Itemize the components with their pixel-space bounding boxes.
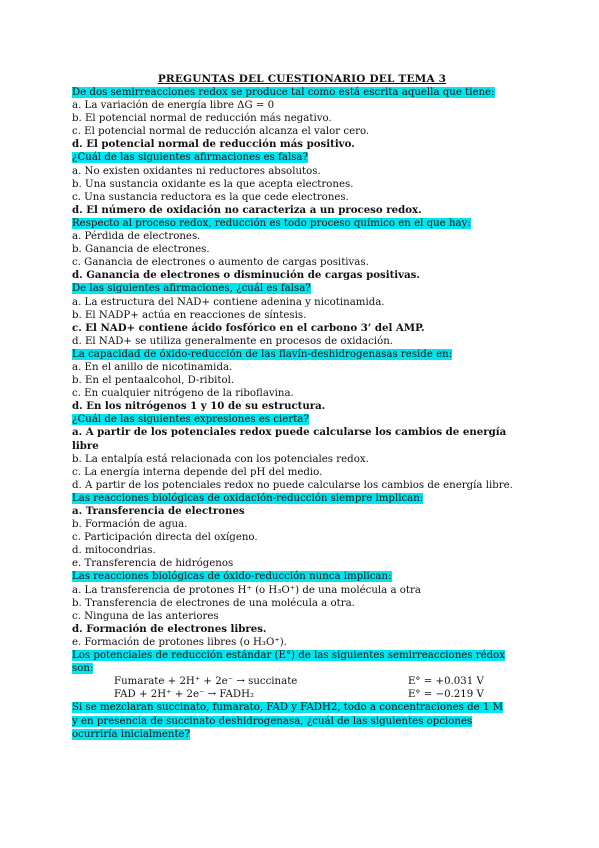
question-text — [72, 86, 532, 99]
question-block — [72, 217, 532, 282]
correct-answer: d. El potencial normal de reducción más positivo. — [72, 138, 355, 151]
answer-option: d. A partir de los potenciales redox no puede calcularse los cambios de energía libre. — [72, 479, 513, 491]
answer-option: c. El potencial normal de reducción alcanza el valor cero. — [72, 126, 370, 138]
answer-option: b. Ganancia de electrones. — [72, 244, 210, 256]
answer-option: c. Ganancia de electrones o aumento de cargas positivas. — [72, 257, 369, 269]
question-highlight: Las reacciones biológicas de óxido-reducción nunca implican: — [72, 571, 392, 583]
correct-answer: d. Ganancia de electrones o disminución de cargas positivas. — [72, 269, 420, 282]
answer-option: b. En el pentaalcohol, D-ribitol. — [72, 375, 235, 387]
correct-answer: a. Transferencia de electrones — [72, 505, 245, 517]
question-highlight: Las reacciones biológicas de oxidación-reducción siempre implican: — [72, 492, 424, 504]
answer-option: c. Ninguna de las anteriores — [72, 610, 219, 622]
correct-answer: a. A partir de los potenciales redox puede calcularse los cambios de energía libre — [72, 426, 507, 452]
question-highlight: Respecto al proceso redox, reducción es todo proceso químico en el que hay: — [72, 217, 471, 229]
question-highlight: y en presencia de succinato deshidrogenasa, ¿cuál de las siguientes opciones — [72, 715, 473, 727]
question-text — [72, 348, 532, 361]
question-block — [72, 413, 532, 492]
question-text — [72, 217, 532, 230]
answer-option: b. Una sustancia oxidante es la que acepta electrones. — [72, 178, 354, 190]
question-highlight: son: — [72, 663, 94, 675]
answer-option: c. En cualquier nitrógeno de la riboflavina. — [72, 388, 294, 400]
answer-option: d. El NAD+ se utiliza generalmente en procesos de oxidación. — [72, 335, 394, 347]
question-block — [72, 492, 532, 571]
correct-answer: c. El NAD+ contiene ácido fosfórico en el carbono 3’ del AMP. — [72, 321, 425, 334]
question-highlight: ¿Cuál de las siguientes afirmaciones es falsa? — [72, 152, 308, 164]
answer-option: b. El NADP+ actúa en reacciones de síntesis. — [72, 309, 307, 321]
question-highlight: De las siguientes afirmaciones, ¿cuál es falsa? — [72, 283, 311, 295]
question-highlight: De dos semirreacciones redox se produce tal como está escrita aquella que tiene: — [72, 87, 495, 98]
half-reaction-equation: Fumarate + 2H⁺ + 2e⁻ → succinate — [114, 676, 298, 688]
answer-option: b. Formación de agua. — [72, 519, 188, 531]
question-text — [72, 413, 532, 426]
answer-option: d. mitocondrias. — [72, 545, 156, 557]
answer-option: c. Una sustancia reductora es la que cede electrones. — [72, 191, 349, 203]
question-text — [72, 492, 532, 505]
correct-answer: d. En los nitrógenos 1 y 10 de su estructura. — [72, 400, 326, 413]
answer-option: a. La variación de energía libre ΔG = 0 — [72, 100, 275, 112]
question-text — [72, 701, 532, 714]
answer-option: b. Transferencia de electrones de una molécula a otra. — [72, 597, 355, 609]
answer-option: e. Formación de protones libres (o H₃O⁺). — [72, 636, 287, 648]
half-reaction-potential: E° = +0.031 V — [408, 676, 484, 688]
question-block — [72, 570, 532, 649]
correct-answer: d. El número de oxidación no caracteriza a un proceso redox. — [72, 203, 422, 216]
correct-answer: d. Formación de electrones libres. — [72, 622, 267, 635]
half-reaction-row — [72, 675, 532, 688]
answer-option: a. La transferencia de protones H⁺ (o H₃O⁺) de una molécula a otra — [72, 584, 421, 596]
answer-option: e. Transferencia de hidrógenos — [72, 558, 234, 570]
question-highlight: ¿Cuál de las siguientes expresiones es cierta? — [72, 414, 309, 426]
question-highlight: Si se mezclaran succinato, fumarato, FAD y FADH2, todo a concentraciones de 1 M — [72, 702, 504, 714]
question-block — [72, 348, 532, 413]
answer-option: a. La estructura del NAD+ contiene adenina y nicotinamida. — [72, 296, 385, 308]
question-highlight: Los potenciales de reducción estándar (E°) de las siguientes semirreacciones rédox — [72, 650, 506, 662]
question-block — [72, 86, 532, 151]
half-reaction-potential: E° = −0.219 V — [408, 689, 484, 701]
answer-option: b. La entalpía está relacionada con los potenciales redox. — [72, 453, 369, 465]
answer-option: a. En el anillo de nicotinamida. — [72, 361, 233, 373]
answer-option: c. La energía interna depende del pH del medio. — [72, 466, 323, 478]
half-reaction-row — [72, 688, 532, 701]
question-text — [72, 282, 532, 295]
question-text — [72, 715, 532, 728]
half-reaction-equation: FAD + 2H⁺ + 2e⁻ → FADH₂ — [114, 689, 255, 701]
question-text — [72, 151, 532, 164]
question-text — [72, 570, 532, 583]
page-title: PREGUNTAS DEL CUESTIONARIO DEL TEMA 3 — [157, 73, 447, 85]
question-text — [72, 662, 532, 675]
answer-option: c. Participación directa del oxígeno. — [72, 532, 258, 544]
question-text — [72, 728, 532, 741]
question-text — [72, 649, 532, 662]
answer-option: a. No existen oxidantes ni reductores absolutos. — [72, 165, 321, 177]
question-list — [72, 86, 532, 649]
question-highlight: La capacidad de óxido-reducción de las flavín-deshidrogenasas reside en: — [72, 348, 453, 360]
question-highlight: ocurriría inicialmente? — [72, 728, 191, 740]
answer-option: a. Pérdida de electrones. — [72, 231, 201, 243]
document-content — [72, 73, 532, 741]
question-block — [72, 282, 532, 347]
answer-option: b. El potencial normal de reducción más negativo. — [72, 113, 332, 125]
question-block — [72, 151, 532, 216]
